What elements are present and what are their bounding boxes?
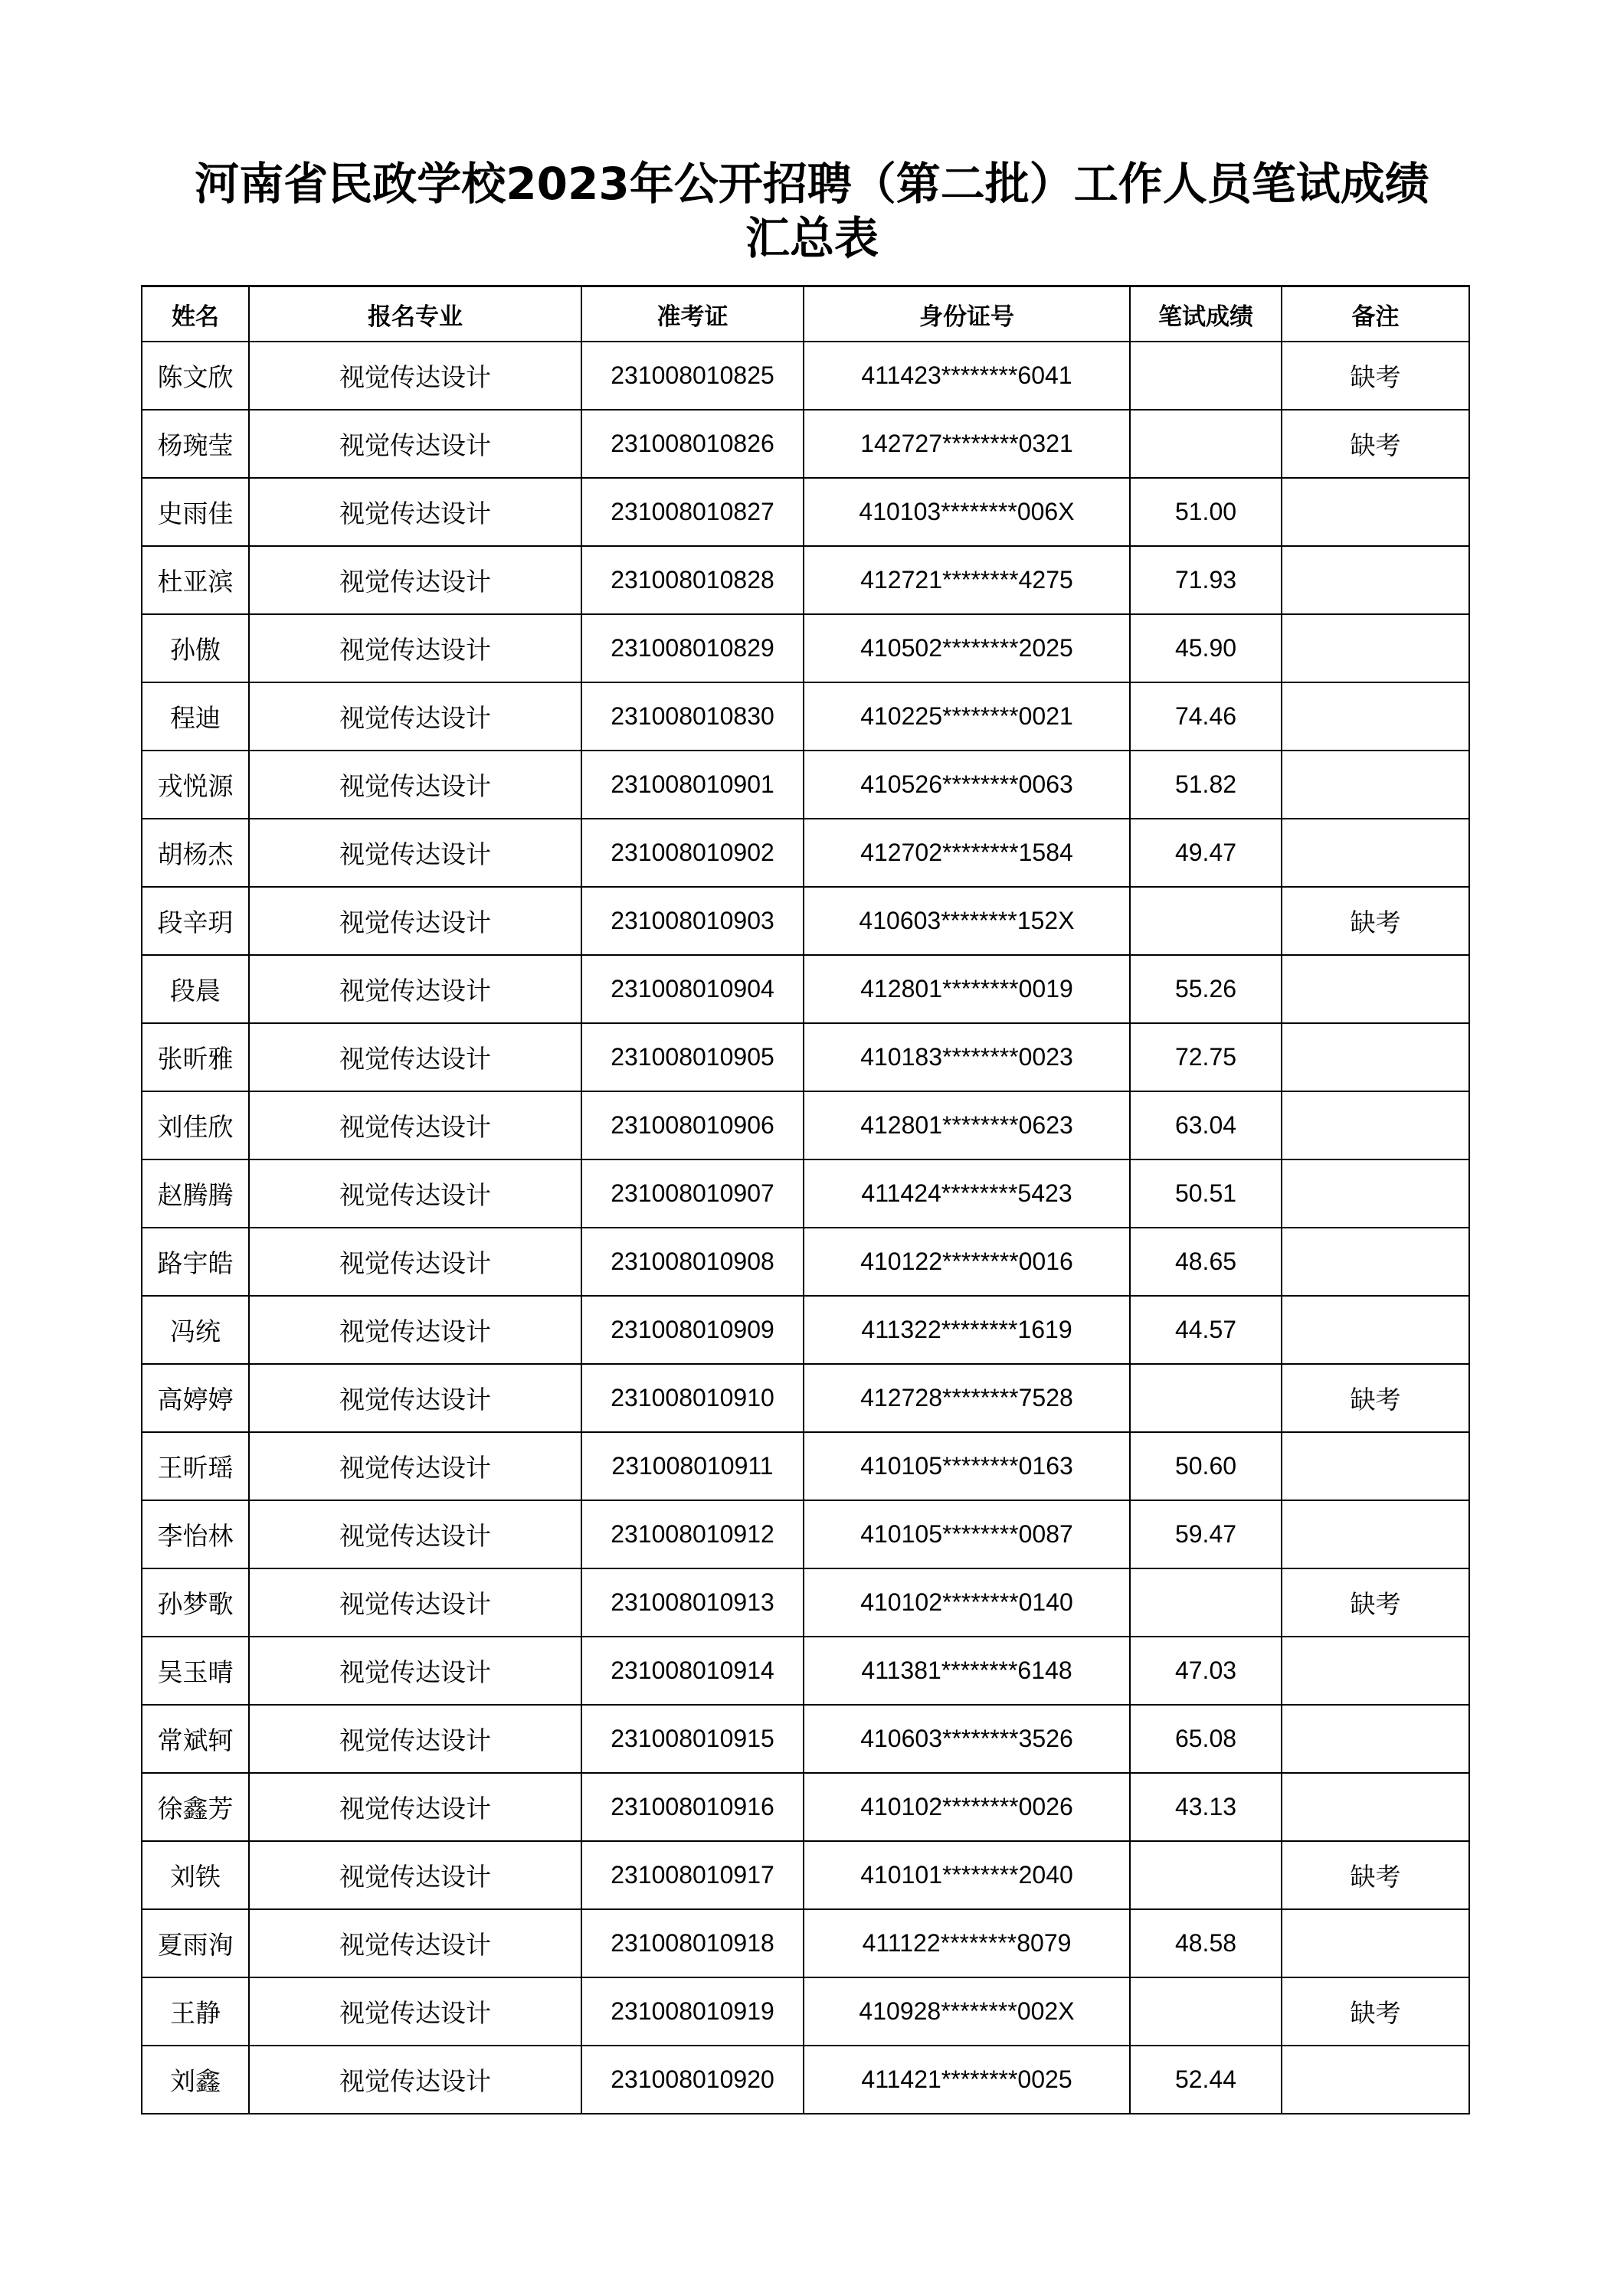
id-number-cell: 410928********002X [804,1977,1130,2046]
name-cell: 徐鑫芳 [142,1773,249,1841]
table-body [142,342,1469,2114]
document-title-continued: 汇总表 [745,212,879,264]
id-number-cell: 411423********6041 [804,342,1130,410]
name-cell: 夏雨洵 [142,1909,249,1977]
id-number-cell: 412702********1584 [804,819,1130,887]
table-row [142,1432,1469,1500]
written-score-cell [1130,342,1282,410]
table-row [142,1500,1469,1568]
remark-cell: 缺考 [1282,887,1469,955]
remark-cell [1282,1637,1469,1705]
remark-cell [1282,1023,1469,1091]
id-number-cell: 410122********0016 [804,1228,1130,1296]
major-cell: 视觉传达设计 [249,1977,581,2046]
remark-cell: 缺考 [1282,410,1469,478]
remark-cell: 缺考 [1282,1841,1469,1909]
name-cell: 常斌轲 [142,1705,249,1773]
written-score-cell: 44.57 [1130,1296,1282,1364]
major-cell: 视觉传达设计 [249,478,581,546]
table-row [142,410,1469,478]
remark-cell [1282,1228,1469,1296]
table-row [142,1977,1469,2046]
name-cell: 孙傲 [142,614,249,682]
major-cell: 视觉传达设计 [249,1091,581,1159]
ticket-number-cell: 231008010903 [581,887,804,955]
major-cell: 视觉传达设计 [249,1296,581,1364]
id-number-cell: 410603********3526 [804,1705,1130,1773]
name-cell: 刘铁 [142,1841,249,1909]
remark-cell [1282,819,1469,887]
ticket-number-cell: 231008010916 [581,1773,804,1841]
table-row [142,1364,1469,1432]
name-cell: 陈文欣 [142,342,249,410]
written-score-cell [1130,887,1282,955]
table-row [142,1773,1469,1841]
ticket-number-cell: 231008010911 [581,1432,804,1500]
remark-cell: 缺考 [1282,1568,1469,1637]
id-number-cell: 410105********0163 [804,1432,1130,1500]
table-row [142,1228,1469,1296]
ticket-number-cell: 231008010915 [581,1705,804,1773]
name-cell: 戎悦源 [142,751,249,819]
name-cell: 赵腾腾 [142,1159,249,1228]
table-row [142,1705,1469,1773]
id-number-cell: 410225********0021 [804,682,1130,751]
table-row [142,1296,1469,1364]
ticket-number-cell: 231008010827 [581,478,804,546]
written-score-cell [1130,1568,1282,1637]
table-row [142,1909,1469,1977]
remark-cell [1282,1091,1469,1159]
remark-cell [1282,955,1469,1023]
written-score-cell: 72.75 [1130,1023,1282,1091]
ticket-number-cell: 231008010914 [581,1637,804,1705]
id-number-cell: 142727********0321 [804,410,1130,478]
major-cell: 视觉传达设计 [249,1909,581,1977]
ticket-number-cell: 231008010826 [581,410,804,478]
id-number-cell: 412801********0019 [804,955,1130,1023]
written-score-cell: 63.04 [1130,1091,1282,1159]
written-score-cell: 65.08 [1130,1705,1282,1773]
table-row [142,546,1469,614]
id-number-cell: 410526********0063 [804,751,1130,819]
ticket-number-cell: 231008010905 [581,1023,804,1091]
ticket-number-cell: 231008010908 [581,1228,804,1296]
id-number-cell: 411424********5423 [804,1159,1130,1228]
remark-cell [1282,1432,1469,1500]
major-cell: 视觉传达设计 [249,751,581,819]
remark-cell [1282,1773,1469,1841]
header-remark: 备注 [1282,286,1469,342]
remark-cell: 缺考 [1282,1977,1469,2046]
name-cell: 张昕雅 [142,1023,249,1091]
name-cell: 李怡林 [142,1500,249,1568]
table-row [142,682,1469,751]
remark-cell [1282,1159,1469,1228]
name-cell: 路宇皓 [142,1228,249,1296]
ticket-number-cell: 231008010828 [581,546,804,614]
name-cell: 段晨 [142,955,249,1023]
name-cell: 刘佳欣 [142,1091,249,1159]
written-score-cell: 49.47 [1130,819,1282,887]
name-cell: 冯统 [142,1296,249,1364]
major-cell: 视觉传达设计 [249,614,581,682]
written-score-cell [1130,1841,1282,1909]
id-number-cell: 411322********1619 [804,1296,1130,1364]
major-cell: 视觉传达设计 [249,1159,581,1228]
id-number-cell: 410103********006X [804,478,1130,546]
major-cell: 视觉传达设计 [249,1773,581,1841]
table-header-row [142,286,1469,342]
id-number-cell: 412721********4275 [804,546,1130,614]
remark-cell [1282,614,1469,682]
document-title: 河南省民政学校2023年公开招聘（第二批）工作人员笔试成绩 [195,158,1429,210]
name-cell: 段辛玥 [142,887,249,955]
table-row [142,955,1469,1023]
id-number-cell: 410101********2040 [804,1841,1130,1909]
major-cell: 视觉传达设计 [249,1432,581,1500]
table-row [142,1159,1469,1228]
id-number-cell: 410183********0023 [804,1023,1130,1091]
header-name: 姓名 [142,286,249,342]
id-number-cell: 410102********0026 [804,1773,1130,1841]
major-cell: 视觉传达设计 [249,1228,581,1296]
table-row [142,1841,1469,1909]
id-number-cell: 411421********0025 [804,2046,1130,2114]
major-cell: 视觉传达设计 [249,1568,581,1637]
written-score-cell: 51.00 [1130,478,1282,546]
written-score-cell: 48.65 [1130,1228,1282,1296]
major-cell: 视觉传达设计 [249,342,581,410]
name-cell: 杜亚滨 [142,546,249,614]
ticket-number-cell: 231008010907 [581,1159,804,1228]
name-cell: 孙梦歌 [142,1568,249,1637]
written-score-cell: 47.03 [1130,1637,1282,1705]
ticket-number-cell: 231008010920 [581,2046,804,2114]
written-score-cell: 43.13 [1130,1773,1282,1841]
name-cell: 王昕瑶 [142,1432,249,1500]
remark-cell [1282,1909,1469,1977]
id-number-cell: 410603********152X [804,887,1130,955]
name-cell: 杨琬莹 [142,410,249,478]
written-score-cell: 74.46 [1130,682,1282,751]
major-cell: 视觉传达设计 [249,1841,581,1909]
id-number-cell: 412728********7528 [804,1364,1130,1432]
table-row [142,1637,1469,1705]
written-score-cell: 48.58 [1130,1909,1282,1977]
id-number-cell: 410105********0087 [804,1500,1130,1568]
header-id-number: 身份证号 [804,286,1130,342]
table-row [142,1023,1469,1091]
id-number-cell: 410502********2025 [804,614,1130,682]
written-score-cell: 55.26 [1130,955,1282,1023]
id-number-cell: 411122********8079 [804,1909,1130,1977]
remark-cell: 缺考 [1282,1364,1469,1432]
major-cell: 视觉传达设计 [249,1705,581,1773]
table-row [142,614,1469,682]
id-number-cell: 410102********0140 [804,1568,1130,1637]
ticket-number-cell: 231008010901 [581,751,804,819]
remark-cell [1282,478,1469,546]
name-cell: 胡杨杰 [142,819,249,887]
table-row [142,751,1469,819]
ticket-number-cell: 231008010829 [581,614,804,682]
ticket-number-cell: 231008010830 [581,682,804,751]
ticket-number-cell: 231008010912 [581,1500,804,1568]
name-cell: 刘鑫 [142,2046,249,2114]
major-cell: 视觉传达设计 [249,682,581,751]
written-score-cell: 50.60 [1130,1432,1282,1500]
table-row [142,342,1469,410]
major-cell: 视觉传达设计 [249,1500,581,1568]
remark-cell [1282,751,1469,819]
header-major: 报名专业 [249,286,581,342]
name-cell: 高婷婷 [142,1364,249,1432]
written-score-cell: 51.82 [1130,751,1282,819]
major-cell: 视觉传达设计 [249,955,581,1023]
remark-cell [1282,682,1469,751]
major-cell: 视觉传达设计 [249,1023,581,1091]
ticket-number-cell: 231008010918 [581,1909,804,1977]
ticket-number-cell: 231008010919 [581,1977,804,2046]
remark-cell [1282,2046,1469,2114]
written-score-cell: 59.47 [1130,1500,1282,1568]
id-number-cell: 412801********0623 [804,1091,1130,1159]
remark-cell [1282,1705,1469,1773]
major-cell: 视觉传达设计 [249,546,581,614]
name-cell: 王静 [142,1977,249,2046]
ticket-number-cell: 231008010909 [581,1296,804,1364]
written-score-cell: 52.44 [1130,2046,1282,2114]
written-score-cell [1130,1364,1282,1432]
major-cell: 视觉传达设计 [249,887,581,955]
written-score-cell: 45.90 [1130,614,1282,682]
name-cell: 史雨佳 [142,478,249,546]
name-cell: 吴玉晴 [142,1637,249,1705]
table-row [142,1568,1469,1637]
header-written-score: 笔试成绩 [1130,286,1282,342]
ticket-number-cell: 231008010904 [581,955,804,1023]
written-score-cell [1130,1977,1282,2046]
written-score-cell: 71.93 [1130,546,1282,614]
ticket-number-cell: 231008010910 [581,1364,804,1432]
major-cell: 视觉传达设计 [249,410,581,478]
id-number-cell: 411381********6148 [804,1637,1130,1705]
remark-cell [1282,1500,1469,1568]
table-row [142,1091,1469,1159]
remark-cell [1282,546,1469,614]
written-score-cell [1130,410,1282,478]
name-cell: 程迪 [142,682,249,751]
major-cell: 视觉传达设计 [249,1637,581,1705]
table-row [142,2046,1469,2114]
ticket-number-cell: 231008010902 [581,819,804,887]
score-table [141,285,1470,2114]
table-row [142,887,1469,955]
ticket-number-cell: 231008010913 [581,1568,804,1637]
remark-cell: 缺考 [1282,342,1469,410]
written-score-cell: 50.51 [1130,1159,1282,1228]
table-row [142,478,1469,546]
major-cell: 视觉传达设计 [249,2046,581,2114]
table-row [142,819,1469,887]
ticket-number-cell: 231008010906 [581,1091,804,1159]
major-cell: 视觉传达设计 [249,1364,581,1432]
remark-cell [1282,1296,1469,1364]
ticket-number-cell: 231008010825 [581,342,804,410]
ticket-number-cell: 231008010917 [581,1841,804,1909]
header-ticket-number: 准考证 [581,286,804,342]
major-cell: 视觉传达设计 [249,819,581,887]
